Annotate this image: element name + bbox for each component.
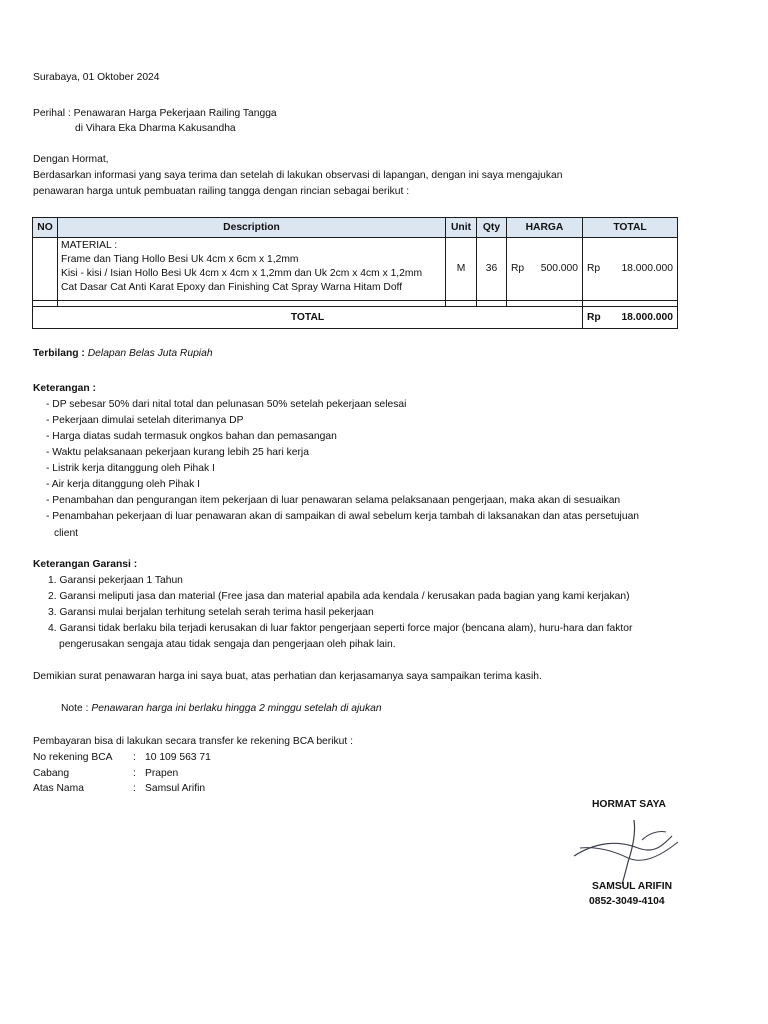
row-qty: 36 [477, 238, 507, 301]
description-line: Kisi - kisi / Isian Hollo Besi Uk 4cm x 4cm x 1,2mm dan Uk 2cm x 4cm x 1,2mm [61, 268, 423, 279]
note [61, 702, 382, 716]
garansi-item: pengerusakan sengaja atau tidak sengaja dan pengerjaan oleh pihak lain. [59, 639, 396, 650]
header-qty: Qty [477, 218, 507, 238]
description-line: Cat Dasar Cat Anti Karat Epoxy dan Finishing Cat Spray Warna Hitam Doff [61, 282, 403, 293]
signer-phone: 0852-3049-4104 [589, 896, 665, 907]
garansi-title: Keterangan Garansi : [33, 559, 138, 570]
row-harga [507, 238, 583, 301]
garansi-item: 2. Garansi meliputi jasa dan material (Free jasa dan material apabila ada kendala / kerusakan pada bagian yang kami kerjakan) [48, 591, 630, 602]
total-value: 18.000.000 [621, 263, 673, 274]
keterangan-item: - Pekerjaan dimulai setelah diterimanya DP [46, 415, 244, 426]
keterangan-item: client [54, 528, 79, 539]
row-no [33, 238, 58, 301]
perihal-line-1: Perihal : Penawaran Harga Pekerjaan Railing Tangga [33, 108, 277, 119]
payment-label: Cabang [33, 768, 70, 779]
payment-intro: Pembayaran bisa di lakukan secara transfer ke rekening BCA berikut : [33, 736, 353, 747]
garansi-item: 3. Garansi mulai berjalan terhitung setelah serah terima hasil pekerjaan [48, 607, 374, 618]
terbilang-label: Terbilang : [33, 348, 85, 359]
payment-separator: : [133, 768, 136, 779]
keterangan-item: - Waktu pelaksanaan pekerjaan kurang lebih 25 hari kerja [46, 447, 309, 458]
letter-date: Surabaya, 01 Oktober 2024 [33, 72, 160, 83]
total-currency: Rp [587, 263, 601, 274]
payment-separator: : [133, 752, 136, 763]
garansi-item: 1. Garansi pekerjaan 1 Tahun [48, 575, 183, 586]
note-value: Penawaran harga ini berlaku hingga 2 minggu setelah di ajukan [91, 703, 382, 714]
payment-label: Atas Nama [33, 783, 84, 794]
grand-total-value: 18.000.000 [621, 311, 673, 323]
table-total-row [33, 307, 678, 329]
grand-total-currency: Rp [587, 311, 601, 323]
account-number: 10 109 563 71 [145, 752, 211, 763]
harga-value: 500.000 [540, 263, 578, 274]
header-total: TOTAL [583, 218, 678, 238]
harga-currency: Rp [511, 263, 525, 274]
account-holder: Samsul Arifin [145, 783, 206, 794]
description-line: Frame dan Tiang Hollo Besi Uk 4cm x 6cm x 1,2mm [61, 254, 299, 265]
keterangan-title: Keterangan : [33, 383, 96, 394]
grand-total [583, 307, 678, 329]
terbilang-value: Delapan Belas Juta Rupiah [87, 348, 213, 359]
keterangan-item: - Penambahan pekerjaan di luar penawaran akan di sampaikan di awal sebelum kerja tambah di laksanakan dan atas persetujuan [46, 511, 640, 522]
header-harga: HARGA [507, 218, 583, 238]
intro-line-1: Berdasarkan informasi yang saya terima dan setelah di lakukan observasi di lapangan, dengan ini saya mengajukan [33, 170, 563, 181]
perihal-line-2: di Vihara Eka Dharma Kakusandha [75, 123, 236, 134]
signature-title: HORMAT SAYA [592, 799, 666, 810]
header-description: Description [58, 218, 446, 238]
row-description [58, 238, 446, 301]
terbilang [33, 347, 213, 361]
branch-name: Prapen [145, 768, 179, 779]
table-row [33, 238, 678, 301]
table-header-row [33, 218, 678, 238]
garansi-item: 4. Garansi tidak berlaku bila terjadi kerusakan di luar faktor pengerjaan seperti force major (bencana alam), huru-hara dan faktor [48, 623, 633, 634]
header-unit: Unit [446, 218, 477, 238]
keterangan-item: - DP sebesar 50% dari nital total dan pelunasan 50% setelah pekerjaan selesai [46, 399, 407, 410]
row-unit: M [446, 238, 477, 301]
signer-name: SAMSUL ARIFIN [592, 881, 673, 892]
closing-text: Demikian surat penawaran harga ini saya buat, atas perhatian dan kerjasamanya saya sampaikan terima kasih. [33, 671, 542, 682]
greeting: Dengan Hormat, [33, 154, 109, 165]
payment-separator: : [133, 783, 136, 794]
description-line: MATERIAL : [61, 240, 118, 251]
keterangan-item: - Harga diatas sudah termasuk ongkos bahan dan pemasangan [46, 431, 337, 442]
quotation-table [32, 217, 678, 329]
keterangan-item: - Listrik kerja ditanggung oleh Pihak I [46, 463, 215, 474]
total-label: TOTAL [33, 307, 583, 329]
row-total [583, 238, 678, 301]
keterangan-item: - Air kerja ditanggung oleh Pihak I [46, 479, 200, 490]
intro-line-2: penawaran harga untuk pembuatan railing tangga dengan rincian sebagai berikut : [33, 186, 410, 197]
note-label: Note : [61, 703, 89, 714]
header-no: NO [33, 218, 58, 238]
payment-label: No rekening BCA [33, 752, 113, 763]
keterangan-item: - Penambahan dan pengurangan item pekerjaan di luar penawaran selama pelaksanaan pengerjaan, maka akan di sesuaikan [46, 495, 621, 506]
